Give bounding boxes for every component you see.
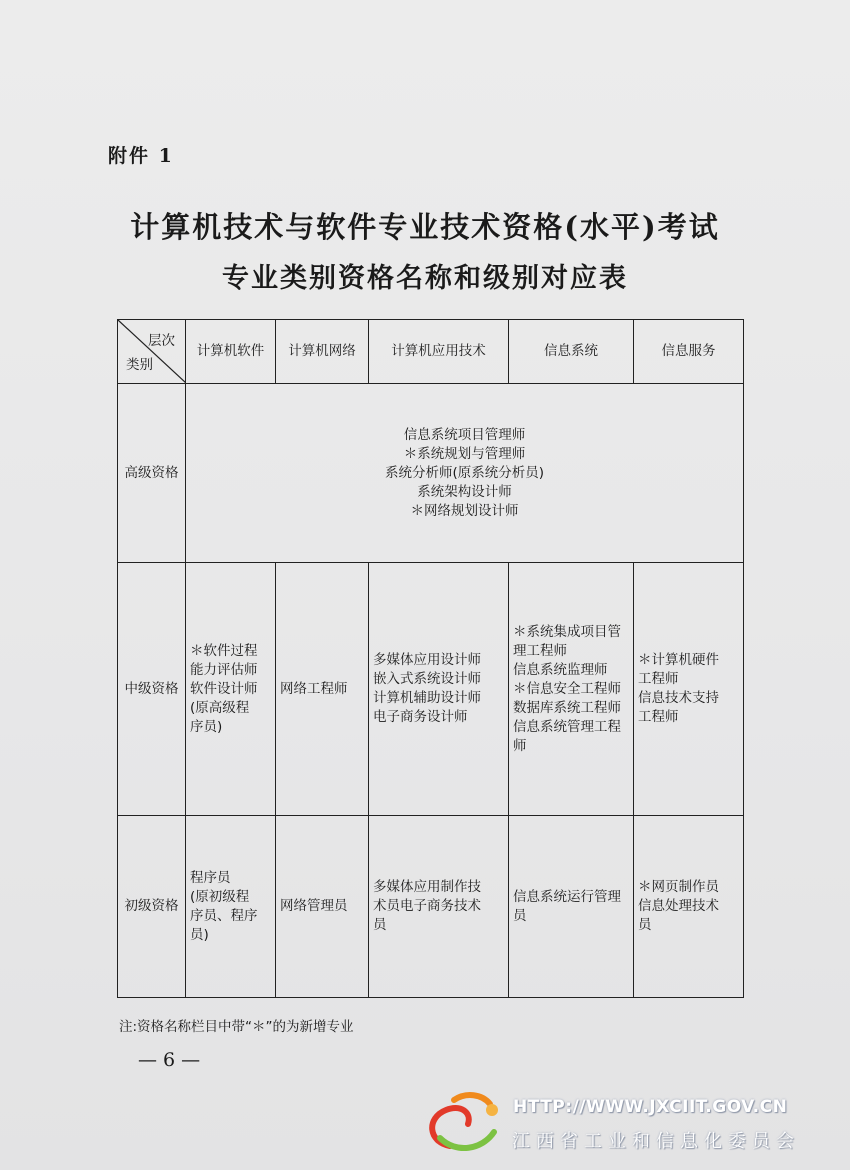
list-item: 信息处理技术 [638,898,719,914]
table-row-intermediate [118,563,744,816]
junior-information-service [634,816,744,998]
intermediate-software [186,563,276,816]
list-item: 信息系统运行管理 [513,888,621,905]
senior-item: ＊网络规划设计师 [410,502,519,519]
list-item: 网络工程师 [280,680,348,697]
corner-level-label: 层次 [148,333,175,349]
list-item: 工程师 [638,709,679,725]
list-item: 能力评估师 [190,661,258,678]
column-header-application: 计算机应用技术 [369,320,509,384]
list-item: 序员) [190,718,223,735]
intermediate-network [276,563,369,816]
list-item: 网络管理员 [280,898,348,914]
list-item: 员 [373,917,387,933]
list-item: 信息技术支持 [638,690,719,706]
column-header-information-system: 信息系统 [509,320,634,384]
junior-network [276,816,369,998]
qualification-table [117,319,744,998]
senior-item: 系统分析师(原系统分析员) [384,464,545,481]
list-item: (原初级程 [190,888,250,905]
intermediate-information-system [509,563,634,816]
watermark-logo-icon [420,1088,510,1162]
intermediate-information-service [634,563,744,816]
list-item: 理工程师 [513,642,567,659]
list-item: 信息系统监理师 [513,661,608,678]
senior-qualifications [186,384,744,563]
table-header-row [118,320,744,384]
row-label-senior: 高级资格 [118,384,186,563]
list-item: (原高级程 [190,699,250,716]
list-item: ＊软件过程 [190,642,258,659]
junior-application [369,816,509,998]
junior-information-system [509,816,634,998]
corner-category-label: 类别 [126,357,153,373]
list-item: 员 [638,917,652,933]
list-item: 多媒体应用设计师 [373,652,481,668]
table-row-junior [118,816,744,998]
watermark-organization: 江西省工业和信息化委员会 [512,1131,800,1152]
footnote: 注:资格名称栏目中带“＊”的为新增专业 [119,1019,354,1035]
column-header-information-service: 信息服务 [634,320,744,384]
list-item: 多媒体应用制作技 [373,879,481,895]
intermediate-application [369,563,509,816]
row-label-intermediate: 中级资格 [118,563,186,816]
list-item: 软件设计师 [190,680,258,697]
list-item: 师 [513,737,527,754]
senior-item: 系统架构设计师 [417,483,512,500]
list-item: 信息系统管理工程 [513,718,621,735]
list-item: 员) [190,926,209,943]
list-item: 工程师 [638,671,679,687]
list-item: 计算机辅助设计师 [373,690,481,706]
list-item: ＊计算机硬件 [638,652,719,668]
list-item: 员 [513,907,527,924]
page-number: — 6 — [138,1049,201,1071]
document-title: 计算机技术与软件专业技术资格(水平)考试 [130,210,720,244]
row-label-junior: 初级资格 [118,816,186,998]
attachment-label: 附件 1 [108,145,174,167]
list-item: ＊信息安全工程师 [513,680,621,697]
table-row-senior [118,384,744,563]
document-subtitle: 专业类别资格名称和级别对应表 [222,263,628,294]
senior-item: 信息系统项目管理师 [403,426,526,443]
watermark-url: HTTP://WWW.JXCIIT.GOV.CN [513,1097,788,1117]
list-item: 嵌入式系统设计师 [373,671,481,687]
list-item: 序员、程序 [190,907,258,924]
corner-cell [118,320,186,384]
list-item: 程序员 [190,869,231,886]
junior-software [186,816,276,998]
list-item: ＊系统集成项目管 [513,623,621,640]
column-header-network: 计算机网络 [276,320,369,384]
list-item: ＊网页制作员 [638,879,719,895]
list-item: 术员电子商务技术 [373,898,481,914]
list-item: 电子商务设计师 [373,709,468,725]
list-item: 数据库系统工程师 [513,699,621,716]
column-header-software: 计算机软件 [186,320,276,384]
senior-item: ＊系统规划与管理师 [403,445,526,462]
